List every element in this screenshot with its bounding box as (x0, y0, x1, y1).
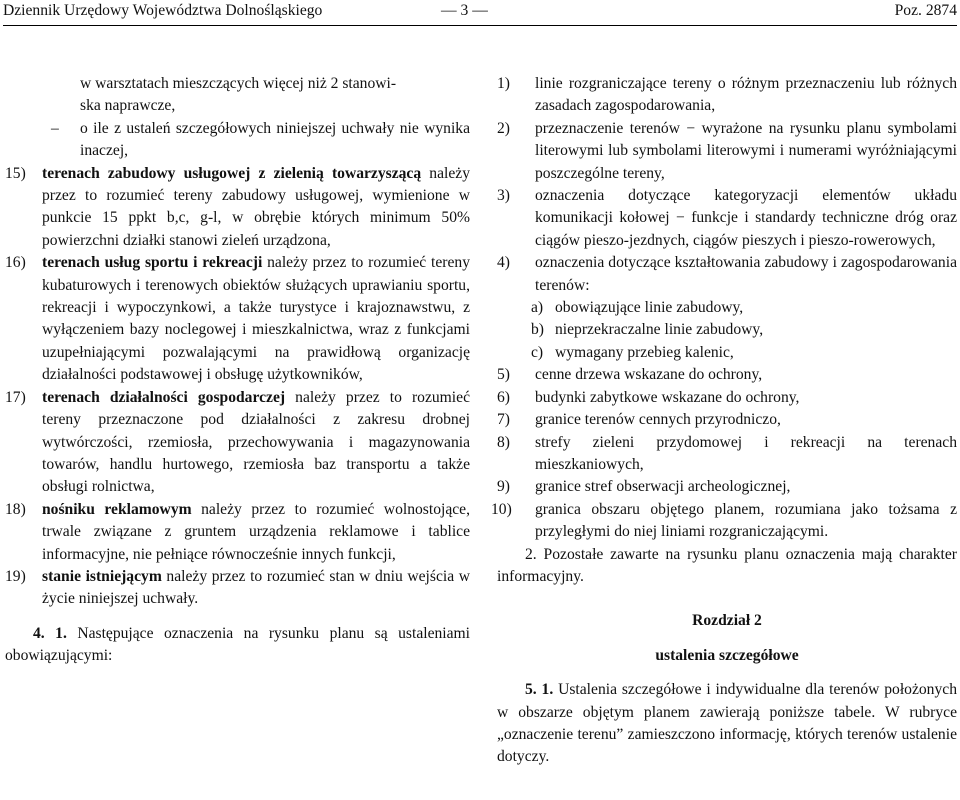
page-number: — 3 — (441, 2, 488, 19)
item-number: 16) (5, 254, 26, 272)
item-number: 9) (497, 478, 510, 496)
definition-item (5, 387, 470, 499)
designation-item (497, 252, 957, 297)
left-column (5, 73, 470, 668)
paragraph-text: Ustalenia szczegółowe i indywidualne dla terenów położonych w obszarze objętym planem zawierają poniższe tabele. W rubryce „oznaczenie terenu” zamieszczono informację, których terenów ustalenie dotyczy. (497, 681, 957, 766)
item-text: oznaczenia dotyczące kategoryzacji elementów układu komunikacji kołowej − funkcje i standardy techniczne dróg oraz ciągów pieszo-jezdnych, ciągów pieszych i pieszo-rowerowych, (535, 187, 957, 249)
item-number: 8) (497, 433, 510, 451)
sub-item-text: obowiązujące linie zabudowy, (555, 299, 744, 317)
item-number: 4) (497, 254, 510, 272)
designation-item (497, 432, 957, 477)
item-text: granice stref obserwacji archeologicznej, (535, 478, 791, 496)
sub-item (497, 297, 957, 319)
definition-term: terenach usług sportu i rekreacji (42, 254, 263, 272)
dash-item-text: o ile z ustaleń szczegółowych niniejszej uchwały nie wynika inaczej, (80, 119, 470, 160)
item-text: budynki zabytkowe wskazane do ochrony, (535, 388, 800, 406)
sub-item-letter: b) (531, 321, 544, 339)
page-header (3, 0, 957, 22)
item-text: oznaczenia dotyczące kształtowania zabudowy i zagospodarowania terenów: (535, 254, 957, 294)
definition-item (5, 499, 470, 566)
item-number: 6) (497, 388, 510, 406)
designation-item (497, 476, 957, 498)
dash-marker: – (51, 119, 59, 137)
paragraph-4 (5, 623, 470, 668)
definition-term: nośniku reklamowym (42, 500, 192, 518)
intro-line-2: ska naprawcze, (80, 97, 176, 115)
item-number: 2) (497, 119, 510, 137)
paragraph-text: Następujące oznaczenia na rysunku planu są ustaleniami obowiązującymi: (5, 624, 471, 665)
journal-title: Dziennik Urzędowy Województwa Dolnośląskiego (3, 2, 323, 19)
paragraph-5 (497, 679, 957, 769)
definition-text: należy przez to rozumieć tereny zabudowy usługowej, wymienione w punkcie 15 ppkt b,c, g-l, w obrębie których minimum 50% powierzchni działki stanowi zieleń urządzona, (42, 164, 470, 249)
designation-item (491, 499, 957, 544)
item-text: cenne drzewa wskazane do ochrony, (535, 366, 763, 384)
sub-item-text: wymagany przebieg kalenic, (555, 343, 734, 361)
sub-item-letter: c) (531, 343, 544, 361)
sub-item-letter: a) (531, 299, 544, 317)
definition-text: należy przez to rozumieć wolnostojące, trwale związane z gruntem urządzenia reklamowe i tablice informacyjne, nie pełniące równocześnie innych funkcji, (42, 500, 470, 563)
sub-item (497, 319, 957, 341)
definition-text: należy przez to rozumieć tereny przeznaczone pod działalności z zakresu drobnej wytwórczości, rzemiosła, przechowywania i magazynowania towarów, handlu hurtowego, rzemiosła baz transportu a także obsługi rolnictwa, (42, 388, 470, 496)
item-number: 17) (5, 388, 26, 406)
definition-term: terenach zabudowy usługowej z zielenią towarzyszącą (42, 164, 422, 182)
item-number: 18) (5, 500, 26, 518)
paragraph-number: 4. 1. (33, 624, 67, 642)
definition-item (5, 163, 470, 253)
definition-term: terenach działalności gospodarczej (42, 388, 286, 406)
header-divider (3, 25, 957, 26)
designation-item (497, 73, 957, 118)
item-number: 7) (497, 411, 510, 429)
designation-item (497, 185, 957, 252)
definition-item (5, 252, 470, 386)
intro-text (5, 73, 470, 118)
dash-item (5, 118, 470, 163)
item-number: 3) (497, 187, 510, 205)
chapter-title: ustalenia szczegółowe (655, 646, 799, 664)
chapter-number: Rozdział 2 (692, 612, 762, 630)
definition-text: należy przez to rozumieć stan w dniu wejścia w życie niniejszej uchwały. (42, 567, 470, 608)
item-number: 10) (491, 500, 512, 518)
item-text: granica obszaru objętego planem, rozumiana jako tożsama z przyległymi do niej liniami rozgraniczającymi. (535, 500, 957, 541)
paragraph-number: 5. 1. (525, 681, 554, 699)
definition-item (5, 566, 470, 611)
position-number: Poz. 2874 (894, 2, 957, 19)
item-number: 1) (497, 75, 510, 92)
definition-term: stanie istniejącym (42, 567, 162, 585)
designation-item (497, 364, 957, 386)
designation-item (497, 409, 957, 431)
intro-line-1: w warsztatach mieszczących więcej niż 2 stanowi- (80, 75, 397, 92)
sub-item-text: nieprzekraczalne linie zabudowy, (555, 321, 764, 339)
item-text: przeznaczenie terenów − wyrażone na rysunku planu symbolami literowymi lub symbolami literowymi i numerami wyróżniającymi poszczególne tereny, (535, 119, 957, 182)
right-column (491, 73, 957, 769)
paragraph-2: 2. Pozostałe zawarte na rysunku planu oznaczenia mają charakter informacyjny. (497, 545, 957, 585)
item-text: linie rozgraniczające tereny o różnym przeznaczeniu lub różnych zasadach zagospodarowania, (535, 75, 957, 115)
item-text: granice terenów cennych przyrodniczo, (535, 411, 781, 429)
designation-item (497, 118, 957, 185)
sub-item (497, 342, 957, 364)
definition-text: należy przez to rozumieć tereny kubaturowych i terenowych obiektów służących uprawianiu sportu, rekreacji i wypoczynkowi, a także turystyce i krajoznawstwu, z wyłączeniem bazy noclegowej i mieszkalnictwa, wraz z funkcjami uzupełniającymi pozwalającymi na prawidłową organizację działalności podstawowej i obsługę użytkowników, (42, 254, 470, 384)
item-text: strefy zieleni przydomowej i rekreacji na terenach mieszkaniowych, (535, 433, 957, 473)
item-number: 19) (5, 567, 26, 585)
designation-item (497, 387, 957, 409)
item-number: 5) (497, 366, 510, 384)
item-number: 15) (5, 164, 26, 182)
